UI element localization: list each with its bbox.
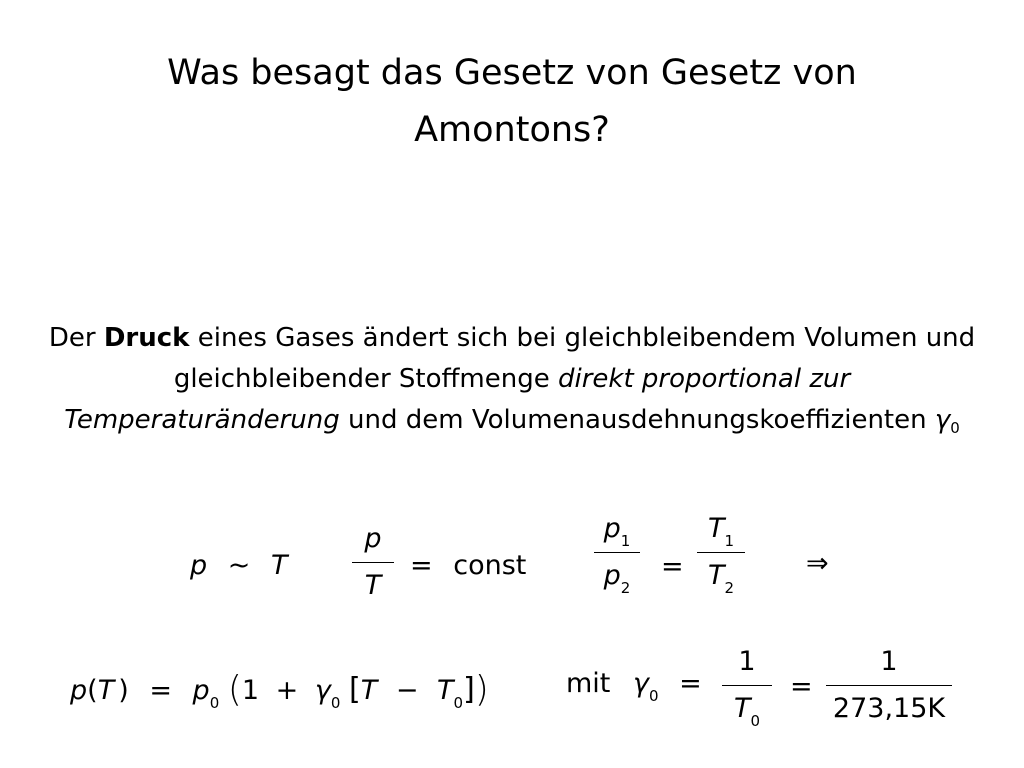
gamma-fraction-T0	[722, 645, 772, 730]
paragraph-bold-druck: Druck	[103, 323, 190, 353]
p0: p	[192, 675, 210, 706]
mit-label: mit	[566, 668, 611, 699]
gamma-fraction-numeric	[826, 645, 952, 726]
lhs-p: p	[70, 675, 88, 706]
prop-p: p	[190, 550, 208, 581]
left-bracket: [	[349, 672, 361, 707]
frac1-T-sub: 0	[750, 712, 761, 730]
two-state-fraction-p	[594, 512, 640, 597]
gamma2: γ	[632, 668, 649, 699]
frac-T-bar	[697, 552, 745, 553]
lhs-close: )	[118, 675, 129, 706]
eq1: =	[149, 675, 172, 706]
ratio-num: p	[364, 523, 382, 554]
T2-sub: 2	[724, 579, 735, 597]
implies-arrow: ⇒	[806, 548, 829, 579]
ratio-den: T	[364, 570, 382, 601]
paragraph-text-2: eines Gases ändert sich bei gleichbleibendem Volumen und gleichbleibender Stoffmenge	[173, 323, 976, 394]
close-big-paren: )	[474, 669, 489, 710]
plus: +	[275, 675, 299, 706]
frac-T2	[697, 559, 745, 597]
paragraph-gamma-sub: 0	[950, 419, 960, 437]
T0: T	[437, 675, 454, 706]
frac1-num: 1	[738, 646, 756, 677]
gamma-sub: 0	[330, 694, 341, 712]
proportionality-formula	[190, 552, 287, 579]
one: 1	[241, 675, 260, 706]
prop-sim: ~	[227, 550, 251, 581]
ratio-eq: =	[410, 550, 433, 581]
open-big-paren: (	[227, 669, 242, 710]
frac2-bar	[826, 685, 952, 686]
two-state-eq: =	[661, 551, 684, 582]
gamma: γ	[314, 675, 331, 706]
T2: T	[707, 560, 725, 591]
p0-sub: 0	[209, 694, 220, 712]
eq3: =	[790, 671, 813, 702]
definition-paragraph	[40, 318, 984, 449]
ratio-bar	[352, 562, 394, 563]
amontons-formula	[70, 669, 489, 712]
frac-p2	[594, 559, 640, 597]
paragraph-text-1: Der	[48, 323, 104, 353]
T0-sub: 0	[453, 694, 464, 712]
T: T	[360, 675, 378, 706]
p2: p	[603, 560, 621, 591]
right-bracket: ]	[463, 672, 475, 707]
frac-p-bar	[594, 552, 640, 553]
frac-p1	[594, 512, 640, 550]
frac2-den: 273,15K	[832, 693, 946, 724]
frac1-T: T	[733, 693, 751, 724]
ratio-fraction	[352, 522, 394, 603]
paragraph-text-3: und dem Volumenausdehnungskoeffizienten	[339, 405, 935, 435]
p1-sub: 1	[620, 532, 631, 550]
paragraph-italic-direkt: direkt proportional zur Temperaturänderung	[64, 364, 851, 435]
eq2: =	[679, 668, 702, 699]
T1: T	[707, 513, 725, 544]
frac1-bar	[722, 685, 772, 686]
prop-T: T	[270, 550, 288, 581]
slide-title: Was besagt das Gesetz von Gesetz von Amontons?	[167, 53, 857, 150]
two-state-fraction-T	[697, 512, 745, 597]
minus: −	[395, 675, 419, 706]
paragraph-gamma: γ	[934, 405, 951, 435]
p1: p	[603, 513, 621, 544]
frac1-den	[722, 692, 772, 730]
gamma2-sub: 0	[648, 687, 659, 705]
ratio-rhs	[410, 552, 526, 579]
gamma-definition	[566, 668, 702, 705]
frac-T1	[697, 512, 745, 550]
ratio-const: const	[453, 550, 527, 581]
lhs-T: T	[97, 675, 115, 706]
frac2-num: 1	[880, 646, 898, 677]
p2-sub: 2	[620, 579, 631, 597]
lhs-open: (	[87, 675, 98, 706]
T1-sub: 1	[724, 532, 735, 550]
